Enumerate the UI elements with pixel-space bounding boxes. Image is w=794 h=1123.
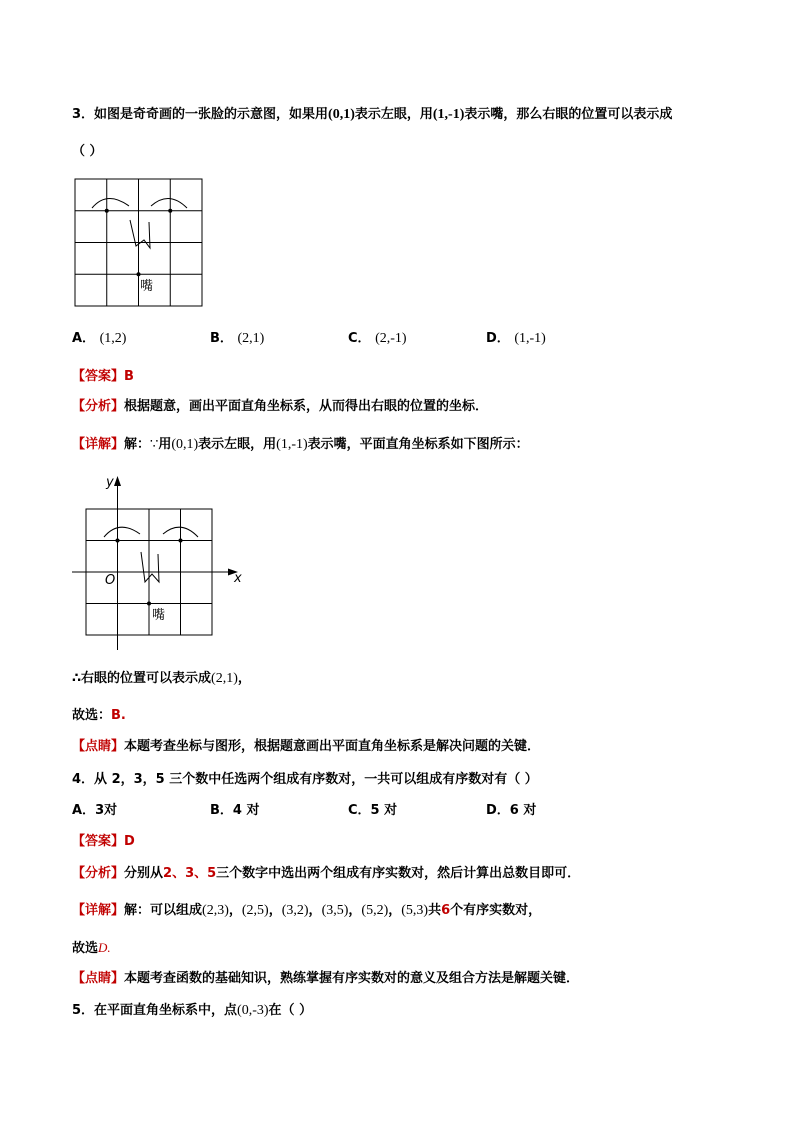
pair: (5,2) (361, 903, 389, 918)
option-value: 3对 (95, 803, 118, 818)
left-eye-dot (116, 539, 120, 543)
option-value: (2,-1) (375, 331, 407, 346)
option-letter: C． (348, 331, 371, 346)
option-letter: B． (210, 331, 233, 346)
answer-value: D (124, 834, 135, 849)
q4-option-b[interactable] (210, 801, 260, 821)
conclusion-pre: ∴右眼的位置可以表示成 (72, 671, 212, 686)
detail-c: 表示嘴，平面直角坐标系如下图所示： (307, 437, 529, 452)
q4-answer (72, 832, 135, 852)
pair-sep: ， (228, 903, 242, 918)
q3-detail (72, 435, 529, 455)
q4-analysis (72, 864, 580, 884)
q4-choose (72, 938, 111, 959)
q3-stem-pre: 3．如图是奇奇画的一张脸的示意图，如果用 (72, 107, 329, 122)
pair: (3,5) (321, 903, 349, 918)
pair-sep: ， (348, 903, 362, 918)
answer-value: B (124, 369, 134, 384)
option-letter: A． (72, 803, 96, 818)
analysis-pre: 分别从 (124, 866, 164, 881)
option-value: 6 对 (509, 803, 537, 818)
q4-option-a[interactable] (72, 801, 117, 821)
detail-post: 个有序实数对， (450, 903, 542, 918)
analysis-post: 三个数字中选出两个组成有序实数对，然后计算出总数目即可． (216, 866, 581, 881)
pair-sep: ， (388, 903, 402, 918)
pair: (5,3) (401, 903, 429, 918)
left-eye-dot (105, 209, 109, 213)
detail-count: 6 (441, 903, 451, 918)
q3-answer (72, 367, 134, 387)
since-symbol: ∵ (150, 437, 159, 452)
conclusion-coord: (2,1) (211, 671, 238, 686)
origin-label: O (105, 573, 116, 588)
detail-mid: 共 (428, 903, 442, 918)
q3-choose (72, 706, 126, 726)
answer-tag: 【答案】 (72, 369, 125, 384)
analysis-tag: 【分析】 (72, 399, 125, 414)
comment-text: 本题考查函数的基础知识，熟练掌握有序实数对的意义及组合方法是解题关键． (124, 971, 580, 986)
q3-mouth-coord: (1,-1) (432, 107, 465, 122)
analysis-tag: 【分析】 (72, 866, 125, 881)
detail-coord1: (0,1) (171, 437, 199, 452)
q3-option-c[interactable] (348, 329, 407, 349)
detail-b: 表示左眼，用 (198, 437, 277, 452)
right-eye-dot (179, 539, 183, 543)
choose-value: D. (98, 940, 111, 955)
right-eye-dot (168, 209, 172, 213)
choose-value: B. (111, 708, 126, 723)
detail-pre: 解：可以组成 (124, 903, 203, 918)
option-letter: A． (72, 331, 96, 346)
comment-tag: 【点睛】 (72, 739, 125, 754)
q5-stem-pre: 5．在平面直角坐标系中，点 (72, 1003, 238, 1018)
q3-option-b[interactable] (210, 329, 264, 349)
q3-paren: （ ） (72, 144, 103, 159)
option-letter: C． (348, 803, 371, 818)
q3-comment (72, 737, 540, 757)
comment-text: 本题考查坐标与图形，根据题意画出平面直角坐标系是解决问题的关键． (124, 739, 541, 754)
choose-pre: 故选： (72, 708, 112, 723)
y-axis-label: y (106, 475, 114, 490)
conclusion-post: ， (237, 671, 251, 686)
q3-stem-mid: 表示左眼，用 (354, 107, 433, 122)
mouth-dot (137, 272, 141, 276)
pair-sep: ， (308, 903, 322, 918)
q4-detail (72, 901, 541, 921)
q3-analysis (72, 397, 488, 417)
q4-option-c[interactable] (348, 801, 397, 821)
y-arrow-icon (114, 476, 121, 486)
answer-tag: 【答案】 (72, 834, 125, 849)
detail-pre: 解： (124, 437, 151, 452)
choose-pre: 故选 (72, 941, 99, 956)
q3-conclusion (72, 669, 251, 689)
option-value: (1,2) (99, 331, 127, 346)
q4-stem: 4．从 2，3，5 三个数中任选两个组成有序数对，一共可以组成有序数对有（ ） (72, 772, 538, 787)
q5-stem (72, 1001, 312, 1021)
q3-face-figure (74, 178, 204, 308)
option-value: 5 对 (370, 803, 398, 818)
analysis-nums: 2、3、5 (163, 866, 217, 881)
q4-comment (72, 969, 579, 989)
pair: (2,3) (202, 903, 229, 918)
comment-tag: 【点睛】 (72, 971, 125, 986)
detail-tag: 【详解】 (72, 437, 125, 452)
option-letter: D． (486, 803, 510, 818)
mouth-label: 嘴 (140, 279, 154, 294)
q5-coord: (0,-3) (237, 1003, 269, 1018)
pair: (2,5) (241, 903, 269, 918)
q3-left-eye-coord: (0,1) (328, 107, 355, 122)
q3-stem-post: 表示嘴，那么右眼的位置可以表示成 (464, 107, 673, 122)
option-letter: D． (486, 331, 510, 346)
q5-stem-post: 在（ ） (268, 1003, 313, 1018)
option-letter: B． (210, 803, 233, 818)
pair-sep: ， (268, 903, 282, 918)
pair: (3,2) (281, 903, 309, 918)
q3-coordinate-figure (68, 474, 248, 654)
q3-stem (72, 105, 672, 125)
detail-coord2: (1,-1) (276, 437, 308, 452)
option-value: (1,-1) (514, 331, 546, 346)
option-value: 4 对 (232, 803, 260, 818)
detail-a: 用 (158, 437, 172, 452)
q3-option-a[interactable] (72, 329, 126, 349)
analysis-text: 根据题意，画出平面直角坐标系，从而得出右眼的位置的坐标． (124, 399, 489, 414)
x-axis-label: x (234, 571, 242, 586)
option-value: (2,1) (237, 331, 265, 346)
detail-tag: 【详解】 (72, 903, 125, 918)
q3-option-d[interactable] (486, 329, 546, 349)
mouth-label: 嘴 (152, 608, 166, 623)
mouth-dot (147, 602, 151, 606)
q4-option-d[interactable] (486, 801, 536, 821)
